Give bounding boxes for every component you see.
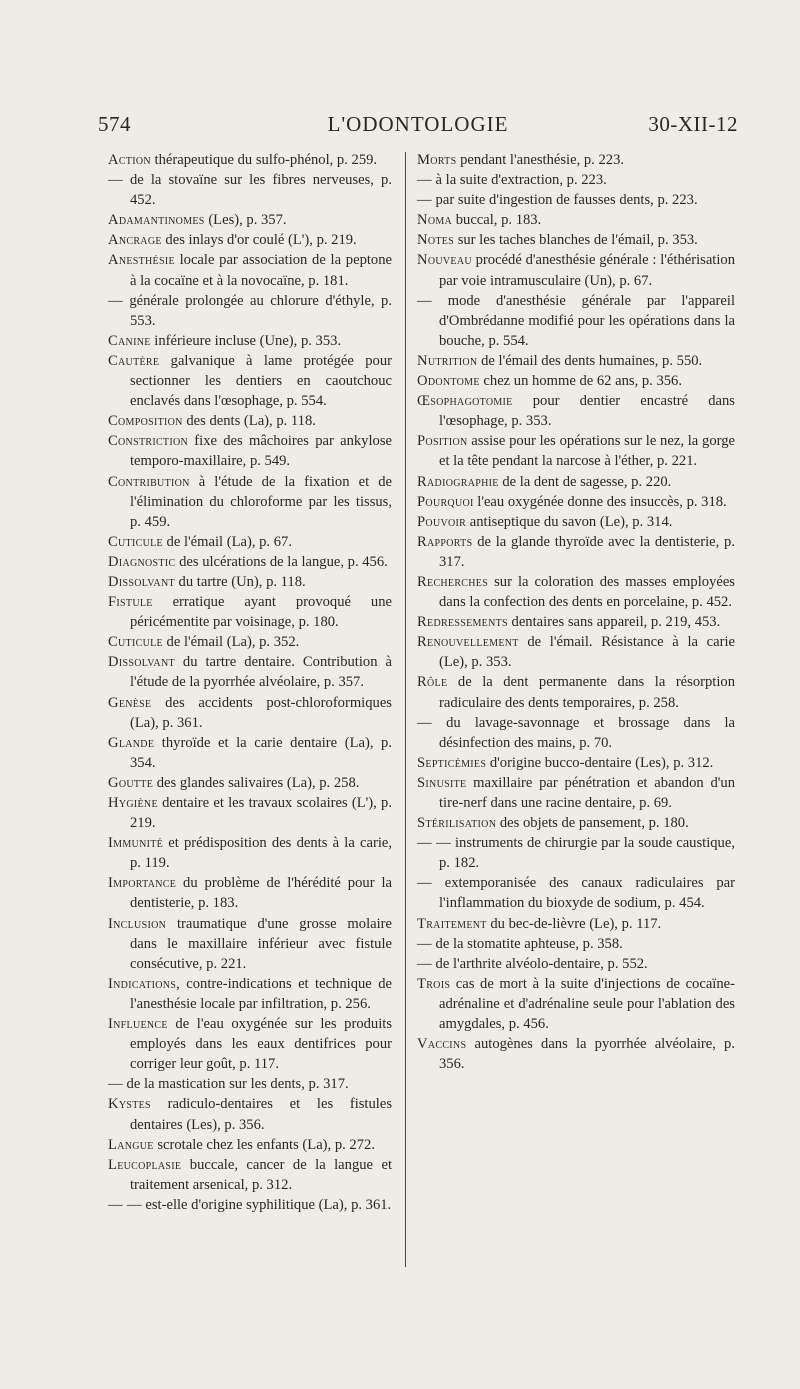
entry-text: du bec-de-lièvre (Le), p. 117. bbox=[486, 915, 662, 932]
index-entry bbox=[108, 351, 392, 411]
index-entry bbox=[108, 592, 392, 632]
entry-keyword: Constriction bbox=[108, 433, 188, 450]
entry-keyword: Adamantinomes bbox=[108, 212, 205, 229]
entry-keyword: Contribution bbox=[108, 473, 190, 490]
entry-text: assise pour les opérations sur le nez, la gorge et la tête pendant la narcose à l'éther, p. 221. bbox=[439, 433, 735, 470]
index-column-left bbox=[108, 150, 392, 1215]
entry-text: de l'arthrite alvéolo-dentaire, p. 552. bbox=[431, 955, 648, 972]
entry-keyword: Cautère bbox=[108, 352, 160, 369]
entry-text: pour dentier encastré dans l'œsophage, p. 353. bbox=[439, 393, 735, 430]
index-entry bbox=[417, 672, 735, 712]
entry-text: générale prolongée au chlorure d'éthyle, p. 553. bbox=[122, 292, 392, 329]
entry-keyword: — bbox=[108, 172, 123, 189]
entry-keyword: Glande bbox=[108, 734, 155, 751]
index-entry bbox=[417, 954, 735, 974]
index-entry bbox=[417, 291, 735, 351]
entry-text: sur les taches blanches de l'émail, p. 353. bbox=[454, 232, 698, 249]
index-entry bbox=[417, 431, 735, 471]
entry-keyword: Morts bbox=[417, 152, 457, 168]
index-entry bbox=[417, 391, 735, 431]
index-entry bbox=[108, 1014, 392, 1074]
entry-keyword: Notes bbox=[417, 232, 455, 249]
index-entry bbox=[108, 552, 392, 572]
index-entry bbox=[108, 1195, 392, 1215]
index-entry bbox=[417, 713, 735, 753]
entry-keyword: Pouvoir bbox=[417, 513, 467, 530]
index-entry bbox=[417, 833, 735, 873]
entry-keyword: Indications bbox=[108, 975, 177, 992]
entry-text: sur la coloration des masses employées dans la confection des dents en porcelaine, p. 452. bbox=[439, 573, 735, 611]
entry-text: maxillaire par pénétration et abandon d'un tire-nerf dans une racine dentaire, p. 69. bbox=[439, 774, 735, 811]
entry-keyword: Redressements bbox=[417, 614, 508, 631]
entry-keyword: Immunité bbox=[108, 835, 164, 852]
entry-keyword: Renouvellement bbox=[417, 634, 519, 651]
index-entry bbox=[417, 250, 735, 290]
entry-text: dentaires sans appareil, p. 219, 453. bbox=[507, 614, 721, 631]
entry-text: par suite d'ingestion de fausses dents, p. 223. bbox=[431, 192, 698, 209]
entry-keyword: Goutte bbox=[108, 774, 154, 791]
entry-keyword: — bbox=[417, 875, 432, 892]
entry-text: locale par association de la peptone à la cocaïne et à la novocaïne, p. 181. bbox=[130, 252, 392, 289]
column-divider bbox=[405, 152, 406, 1267]
entry-text: thérapeutique du sulfo-phénol, p. 259. bbox=[150, 152, 378, 168]
index-entry bbox=[417, 150, 735, 170]
entry-keyword: Genèse bbox=[108, 694, 152, 711]
index-entry bbox=[108, 833, 392, 873]
entry-text: à la suite d'extraction, p. 223. bbox=[431, 172, 607, 189]
index-entry bbox=[417, 512, 735, 532]
entry-keyword: Ancrage bbox=[108, 232, 162, 249]
index-entry bbox=[417, 230, 735, 250]
entry-text: est-elle d'origine syphilitique (La), p. 361. bbox=[141, 1196, 392, 1213]
entry-text: de l'émail des dents humaines, p. 550. bbox=[477, 352, 703, 369]
entry-text: mode d'anesthésie générale par l'appareil d'Ombrédanne modifié pour les opérations dans la bouche, p. 554. bbox=[431, 292, 735, 349]
entry-keyword: Septicémies bbox=[417, 754, 487, 771]
entry-text: à l'étude de la fixation et de l'élimination du chloroforme par les tissus, p. 459. bbox=[130, 473, 392, 530]
index-entry bbox=[417, 773, 735, 813]
index-entry bbox=[108, 572, 392, 592]
entry-text: autogènes dans la pyorrhée alvéolaire, p. 356. bbox=[439, 1036, 735, 1073]
entry-text: d'origine bucco-dentaire (Les), p. 312. bbox=[486, 754, 714, 771]
entry-text: des accidents post-chloroformiques (La), p. 361. bbox=[130, 694, 392, 731]
entry-text: chez un homme de 62 ans, p. 356. bbox=[479, 373, 683, 390]
entry-keyword: — bbox=[417, 714, 432, 731]
index-entry bbox=[417, 914, 735, 934]
entry-text: des inlays d'or coulé (L'), p. 219. bbox=[161, 232, 357, 249]
index-entry bbox=[108, 974, 392, 1014]
index-entry bbox=[417, 753, 735, 773]
index-column-right bbox=[417, 150, 735, 1074]
entry-keyword: Action bbox=[108, 152, 151, 168]
index-entry bbox=[108, 250, 392, 290]
index-entry bbox=[108, 793, 392, 833]
entry-text: procédé d'anesthésie générale : l'éthérisation par voie intramusculaire (Un), p. 67. bbox=[439, 252, 735, 289]
index-entry bbox=[108, 532, 392, 552]
entry-keyword: Cuticule bbox=[108, 634, 163, 651]
index-entry bbox=[108, 1094, 392, 1134]
entry-text: thyroïde et la carie dentaire (La), p. 354. bbox=[130, 734, 392, 771]
index-entry bbox=[108, 773, 392, 793]
entry-keyword: — bbox=[417, 292, 432, 309]
entry-keyword: Recherches bbox=[417, 573, 489, 590]
running-header bbox=[98, 112, 738, 142]
entry-text: instruments de chirurgie par la soude caustique, p. 182. bbox=[439, 835, 735, 872]
index-entry bbox=[417, 210, 735, 230]
entry-text: de la stomatite aphteuse, p. 358. bbox=[431, 935, 623, 952]
entry-text: inférieure incluse (Une), p. 353. bbox=[150, 332, 342, 349]
entry-text: du tartre (Un), p. 118. bbox=[174, 573, 306, 590]
index-entry bbox=[108, 652, 392, 692]
index-entry bbox=[108, 210, 392, 230]
entry-text: galvanique à lame protégée pour sectionner les dentiers en caoutchouc enclavés dans l'œsophage, p. 554. bbox=[130, 352, 392, 410]
entry-text: extemporanisée des canaux radiculaires par l'inflammation du bioxyde de sodium, p. 454. bbox=[431, 875, 735, 912]
entry-keyword: Rapports bbox=[417, 533, 473, 550]
index-entry bbox=[108, 230, 392, 250]
index-entry bbox=[108, 1074, 392, 1094]
entry-keyword: Position bbox=[417, 433, 468, 450]
entry-keyword: Leucoplasie bbox=[108, 1156, 182, 1173]
entry-text: buccal, p. 183. bbox=[452, 212, 542, 229]
entry-keyword: Vaccins bbox=[417, 1036, 467, 1053]
entry-keyword: Importance bbox=[108, 875, 177, 892]
entry-keyword: Rôle bbox=[417, 674, 448, 691]
entry-keyword: Influence bbox=[108, 1016, 168, 1033]
entry-keyword: Inclusion bbox=[108, 915, 167, 932]
entry-text: l'eau oxygénée donne des insuccès, p. 318. bbox=[473, 493, 727, 510]
page-number: 574 bbox=[98, 112, 131, 136]
index-entry bbox=[417, 532, 735, 572]
issue-date: 30-XII-12 bbox=[648, 112, 738, 136]
entry-text: de l'émail. Résistance à la carie (Le), p. 353. bbox=[439, 634, 735, 671]
index-entry bbox=[108, 1135, 392, 1155]
entry-text: de la mastication sur les dents, p. 317. bbox=[122, 1076, 349, 1093]
entry-keyword: — — bbox=[417, 835, 452, 852]
entry-keyword: Hygiène bbox=[108, 795, 158, 811]
index-entry bbox=[108, 170, 392, 210]
entry-keyword: Sinusite bbox=[417, 774, 467, 791]
entry-keyword: Canine bbox=[108, 332, 151, 349]
index-entry bbox=[417, 572, 735, 612]
index-entry bbox=[108, 472, 392, 532]
index-entry bbox=[108, 411, 392, 431]
index-entry bbox=[108, 1155, 392, 1195]
entry-text: (Les), p. 357. bbox=[204, 212, 287, 229]
entry-keyword: Cuticule bbox=[108, 533, 163, 550]
index-entry bbox=[417, 492, 735, 512]
entry-keyword: Dissolvant bbox=[108, 654, 175, 671]
entry-keyword: Kystes bbox=[108, 1096, 151, 1113]
entry-text: des ulcérations de la langue, p. 456. bbox=[175, 553, 388, 570]
entry-keyword: Nouveau bbox=[417, 252, 472, 269]
entry-text: des glandes salivaires (La), p. 258. bbox=[153, 774, 360, 791]
index-entry bbox=[417, 351, 735, 371]
index-entry bbox=[417, 632, 735, 672]
index-entry bbox=[108, 431, 392, 471]
entry-text: de l'émail (La), p. 67. bbox=[162, 533, 292, 550]
index-entry bbox=[108, 331, 392, 351]
entry-keyword: — — bbox=[108, 1196, 142, 1213]
entry-text: erratique ayant provoqué une péricémentite par voisinage, p. 180. bbox=[130, 594, 392, 631]
entry-keyword: Dissolvant bbox=[108, 573, 175, 590]
entry-keyword: — bbox=[108, 1076, 123, 1093]
index-entry bbox=[108, 873, 392, 913]
entry-text: traumatique d'une grosse molaire dans le maxillaire inférieur avec fistule consécutive, p. 221. bbox=[130, 915, 392, 972]
entry-keyword: Diagnostic bbox=[108, 553, 176, 570]
index-entry bbox=[108, 150, 392, 170]
index-entry bbox=[108, 693, 392, 733]
entry-text: scrotale chez les enfants (La), p. 272. bbox=[153, 1136, 375, 1153]
entry-keyword: — bbox=[417, 935, 432, 952]
index-entry bbox=[417, 190, 735, 210]
entry-text: de l'eau oxygénée sur les produits employés dans les eaux dentifrices pour corriger leur goût, p. 117. bbox=[130, 1016, 392, 1073]
index-entry bbox=[417, 170, 735, 190]
entry-keyword: Composition bbox=[108, 413, 183, 430]
index-entry bbox=[417, 934, 735, 954]
index-entry bbox=[417, 813, 735, 833]
index-entry bbox=[108, 632, 392, 652]
index-entry bbox=[108, 291, 392, 331]
entry-text: de l'émail (La), p. 352. bbox=[162, 634, 300, 651]
entry-keyword: Anesthésie bbox=[108, 252, 175, 269]
entry-keyword: — bbox=[417, 172, 432, 189]
entry-keyword: Stérilisation bbox=[417, 815, 497, 832]
entry-text: fixe des mâchoires par ankylose temporo-maxillaire, p. 549. bbox=[130, 433, 392, 470]
entry-keyword: Noma bbox=[417, 212, 453, 229]
entry-keyword: — bbox=[417, 192, 432, 209]
entry-text: de la stovaïne sur les fibres nerveuses, p. 452. bbox=[122, 172, 392, 209]
index-entry bbox=[108, 733, 392, 773]
index-entry bbox=[417, 371, 735, 391]
entry-text: et prédisposition des dents à la carie, p. 119. bbox=[130, 835, 392, 872]
entry-text: du lavage-savonnage et brossage dans la désinfection des mains, p. 70. bbox=[431, 714, 735, 751]
index-entry bbox=[417, 873, 735, 913]
entry-text: buccale, cancer de la langue et traitement arsenical, p. 312. bbox=[130, 1156, 392, 1193]
entry-keyword: — bbox=[108, 292, 123, 309]
entry-keyword: Odontome bbox=[417, 373, 480, 390]
entry-text: de la dent permanente dans la résorption radiculaire des dents temporaires, p. 258. bbox=[439, 674, 735, 711]
entry-text: pendant l'anesthésie, p. 223. bbox=[456, 152, 625, 168]
entry-keyword: Traitement bbox=[417, 915, 487, 932]
entry-text: antiseptique du savon (Le), p. 314. bbox=[466, 513, 673, 530]
index-entry bbox=[108, 914, 392, 974]
entry-keyword: Trois bbox=[417, 975, 451, 992]
entry-text: de la dent de sagesse, p. 220. bbox=[498, 473, 672, 490]
entry-text: des dents (La), p. 118. bbox=[182, 413, 316, 430]
entry-keyword: Nutrition bbox=[417, 352, 478, 369]
entry-text: cas de mort à la suite d'injections de cocaïne-adrénaline et d'adrénaline seule pour l'ablation des amygdales, p. 456. bbox=[439, 975, 735, 1033]
entry-keyword: Langue bbox=[108, 1136, 154, 1153]
index-entry bbox=[417, 974, 735, 1034]
index-entry bbox=[417, 612, 735, 632]
journal-title: L'ODONTOLOGIE bbox=[327, 112, 509, 136]
entry-text: du tartre dentaire. Contribution à l'étude de la pyorrhée alvéolaire, p. 357. bbox=[130, 654, 392, 691]
index-entry bbox=[417, 472, 735, 492]
entry-text: dentaire et les travaux scolaires (L'), p. 219. bbox=[130, 795, 392, 832]
entry-keyword: Radiographie bbox=[417, 473, 499, 490]
index-entry bbox=[417, 1034, 735, 1074]
entry-text: de la glande thyroïde avec la dentisterie, p. 317. bbox=[439, 533, 735, 570]
entry-text: , contre-indications et technique de l'anesthésie locale par infiltration, p. 256. bbox=[130, 975, 392, 1012]
entry-keyword: Fistule bbox=[108, 594, 153, 611]
entry-keyword: — bbox=[417, 955, 432, 972]
entry-text: radiculo-dentaires et les fistules dentaires (Les), p. 356. bbox=[130, 1096, 392, 1133]
entry-text: des objets de pansement, p. 180. bbox=[496, 815, 689, 832]
entry-text: du problème de l'hérédité pour la dentisterie, p. 183. bbox=[130, 875, 392, 912]
entry-keyword: Œsophagotomie bbox=[417, 393, 513, 410]
entry-keyword: Pourquoi bbox=[417, 493, 474, 510]
